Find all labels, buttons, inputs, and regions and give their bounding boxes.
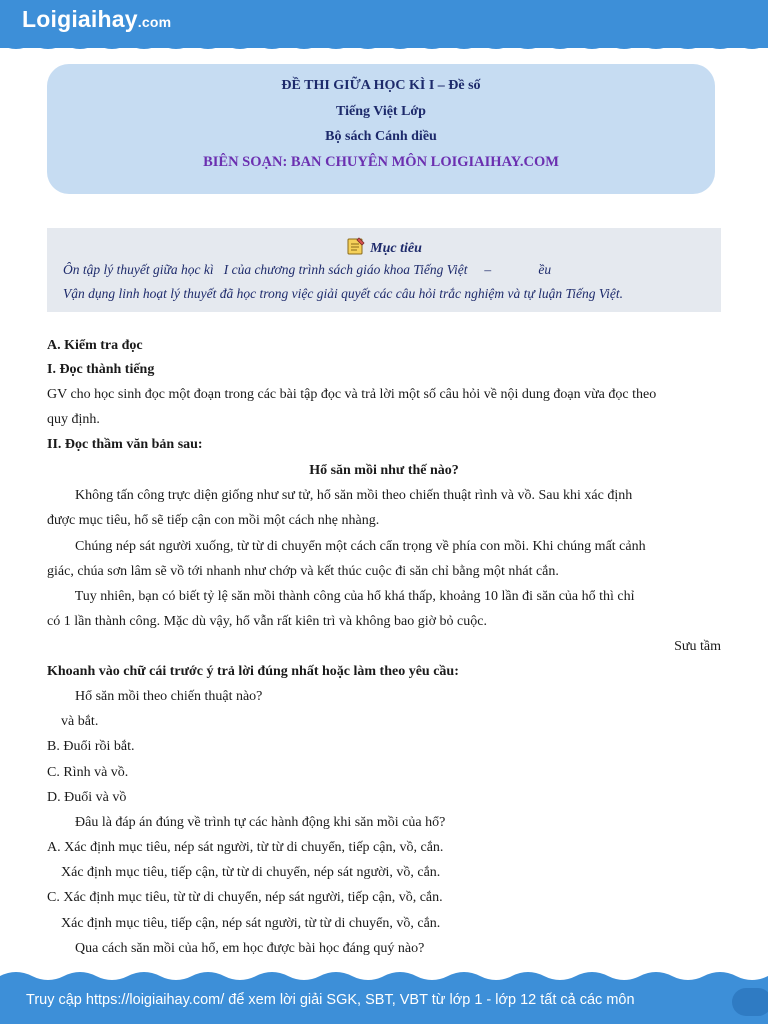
story-line: Không tấn công trực diện giống như sư tử, hổ săn mồi theo chiến thuật rình và vồ. Sau khi xác định: [47, 488, 633, 503]
exam-content: [47, 0, 721, 980]
exam-author: BIÊN SOẠN: BAN CHUYÊN MÔN LOIGIAIHAY.COM: [203, 154, 559, 170]
logo-main-text: Loigiaihay: [22, 6, 138, 32]
goal-title-text: Mục tiêu: [370, 241, 422, 256]
answer-option: B. Đuổi rồi bắt.: [47, 739, 135, 754]
answer-option: Xác định mục tiêu, tiếp cận, từ từ di chuyển, nép sát người, vồ, cắn.: [47, 865, 441, 880]
answer-option: Xác định mục tiêu, tiếp cận, nép sát người, từ từ di chuyển, vồ, cắn.: [47, 916, 441, 931]
logo-suffix-text: .com: [137, 14, 172, 30]
story-line: có 1 lần thành công. Mặc dù vậy, hổ vẫn rất kiên trì và không bao giờ bỏ cuộc.: [47, 614, 487, 629]
answer-option: và bắt.: [47, 714, 99, 729]
goal-line-1: Ôn tập lý thuyết giữa học kì I của chương trình sách giáo khoa Tiếng Việt – ều: [63, 262, 552, 277]
paragraph-line: GV cho học sinh đọc một đoạn trong các bài tập đọc và trả lời một số câu hỏi về nội dung đoạn vừa đọc theo: [47, 387, 657, 402]
story-title: Hổ săn mồi như thế nào?: [309, 463, 459, 478]
question-1: Hổ săn mồi theo chiến thuật nào?: [47, 689, 263, 704]
answer-option: A. Xác định mục tiêu, nép sát người, từ từ di chuyển, tiếp cận, vồ, cắn.: [47, 840, 444, 855]
story-line: giác, chúa sơn lâm sẽ vồ tới nhanh như chớp và kết thúc cuộc đi săn chỉ bằng một nhát cắn.: [47, 564, 559, 579]
section-1-heading: I. Đọc thành tiếng: [47, 362, 155, 377]
paragraph-line: quy định.: [47, 412, 100, 427]
story-line: Tuy nhiên, bạn có biết tỷ lệ săn mồi thành công của hổ khá thấp, khoảng 10 lần đi săn của hổ thì chỉ: [47, 589, 635, 604]
question-3: Qua cách săn mồi của hổ, em học được bài học đáng quý nào?: [47, 941, 425, 956]
exam-book-series: Bộ sách Cánh diều: [325, 129, 437, 144]
answer-option: C. Xác định mục tiêu, từ từ di chuyển, nép sát người, tiếp cận, vồ, cắn.: [47, 890, 443, 905]
section-2-heading: II. Đọc thầm văn bản sau:: [47, 437, 203, 452]
section-a-heading: A. Kiểm tra đọc: [47, 338, 143, 353]
page-number-badge: [732, 988, 768, 1016]
story-line: được mục tiêu, hổ sẽ tiếp cận con mồi một cách nhẹ nhàng.: [47, 513, 380, 528]
answer-option: D. Đuổi và vồ: [47, 790, 127, 805]
question-2: Đâu là đáp án đúng về trình tự các hành động khi săn mồi của hổ?: [47, 815, 446, 830]
goal-line-2: Vận dụng linh hoạt lý thuyết đã học trong việc giải quyết các câu hỏi trắc nghiệm và tự luận Tiếng Việt.: [63, 286, 623, 301]
story-line: Chúng nép sát người xuống, từ từ di chuyển một cách cẩn trọng về phía con mồi. Khi chúng mất cảnh: [47, 539, 646, 554]
answer-option: C. Rình và vồ.: [47, 765, 129, 780]
footer-link-text[interactable]: Truy cập https://loigiaihay.com/ để xem lời giải SGK, SBT, VBT từ lớp 1 - lớp 12 tất cả các môn: [26, 992, 635, 1008]
exam-title: ĐỀ THI GIỮA HỌC KÌ I – Đề số: [281, 78, 481, 93]
instruction-heading: Khoanh vào chữ cái trước ý trả lời đúng nhất hoặc làm theo yêu cầu:: [47, 664, 459, 679]
exam-subject: Tiếng Việt Lớp: [336, 104, 426, 119]
story-source: Sưu tầm: [674, 639, 721, 654]
